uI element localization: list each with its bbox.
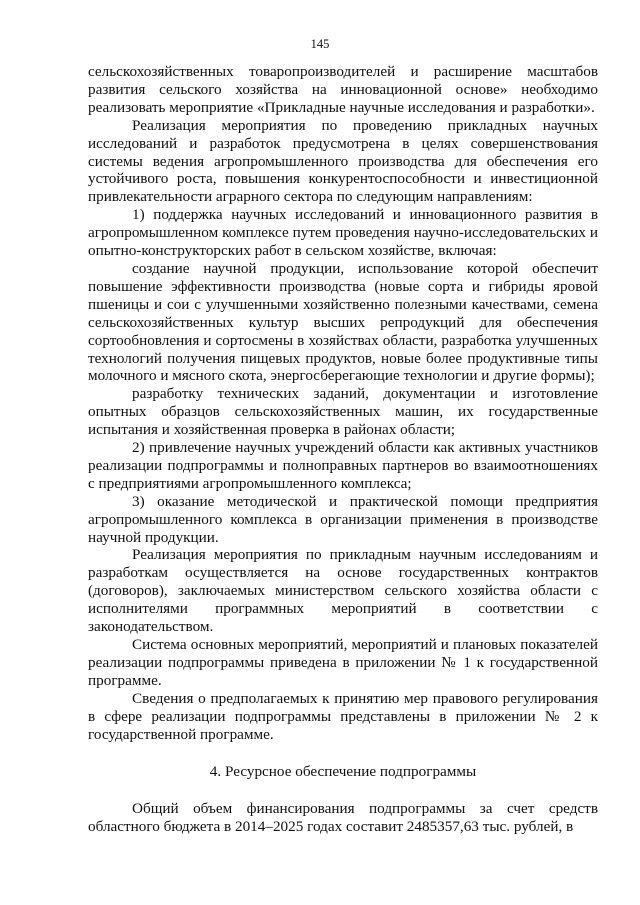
page-number: 145 [310, 37, 330, 51]
paragraph-7: 3) оказание методической и практической помощи предприятия агропромышленного комплекса в организации применения в производстве научной продукции. [88, 492, 598, 546]
paragraph-6: 2) привлечение научных учреждений области как активных участников реализации подпрограммы и полноправных партнеров во взаимоотношениях с предприятиями агропромышленного комплекса; [88, 439, 598, 492]
final-paragraph: Общий объем финансирования подпрограммы за счет средств областного бюджета в 2014–2025 годах составит 2485357,63 тыс. рублей, в [88, 800, 598, 836]
document-body [88, 63, 598, 836]
paragraph-10: Сведения о предполагаемых к принятию мер правового регулирования в сфере реализации подпрограммы представлены в приложении № 2 к государственной программе. [88, 689, 598, 743]
paragraph-1: сельскохозяйственных товаропроизводителей и расширение масштабов развития сельского хозяйства на инновационной основе» необходимо реализовать мероприятие «Прикладные научные исследования и разработки». [88, 63, 598, 116]
paragraph-5: разработку технических заданий, документации и изготовление опытных образцов сельскохозяйственных машин, их государственные испытания и хозяйственная проверка в районах области; [88, 385, 598, 439]
paragraph-9: Система основных мероприятий, мероприятий и плановых показателей реализации подпрограммы приведена в приложении № 1 к государственной программе. [88, 636, 598, 689]
paragraph-3: 1) поддержка научных исследований и инновационного развития в агропромышленном комплексе путем проведения научно-исследовательских и опытно-конструкторских работ в сельском хозяйстве, включая: [88, 206, 598, 260]
paragraph-4: создание научной продукции, использование которой обеспечит повышение эффективности производства (новые сорта и гибриды яровой пшеницы и сои с улучшенными хозяйственно полезными качествами, семена сельскохозяйственных культур высших репродукций для обеспечения сортообновления и сортосмены в хозяйствах области, разработка улучшенных технологий получения пищевых продуктов, новые более продуктивные типы молочного и мясного скота, энергосберегающие технологии и другие формы); [88, 259, 598, 385]
section-heading: 4. Ресурсное обеспечение подпрограммы [209, 763, 477, 781]
paragraph-8: Реализация мероприятия по прикладным научным исследованиям и разработкам осуществляется на основе государственных контрактов (договоров), заключаемых министерством сельского хозяйства области с исполнителями программных мероприятий в соответствии с законодательством. [88, 546, 598, 636]
paragraph-2: Реализация мероприятия по проведению прикладных научных исследований и разработок предусмотрена в целях совершенствования системы ведения агропромышленного производства для обеспечения его устойчивого роста, повышения конкурентоспособности и инвестиционной привлекательности аграрного сектора по следующим направлениям: [88, 116, 598, 206]
